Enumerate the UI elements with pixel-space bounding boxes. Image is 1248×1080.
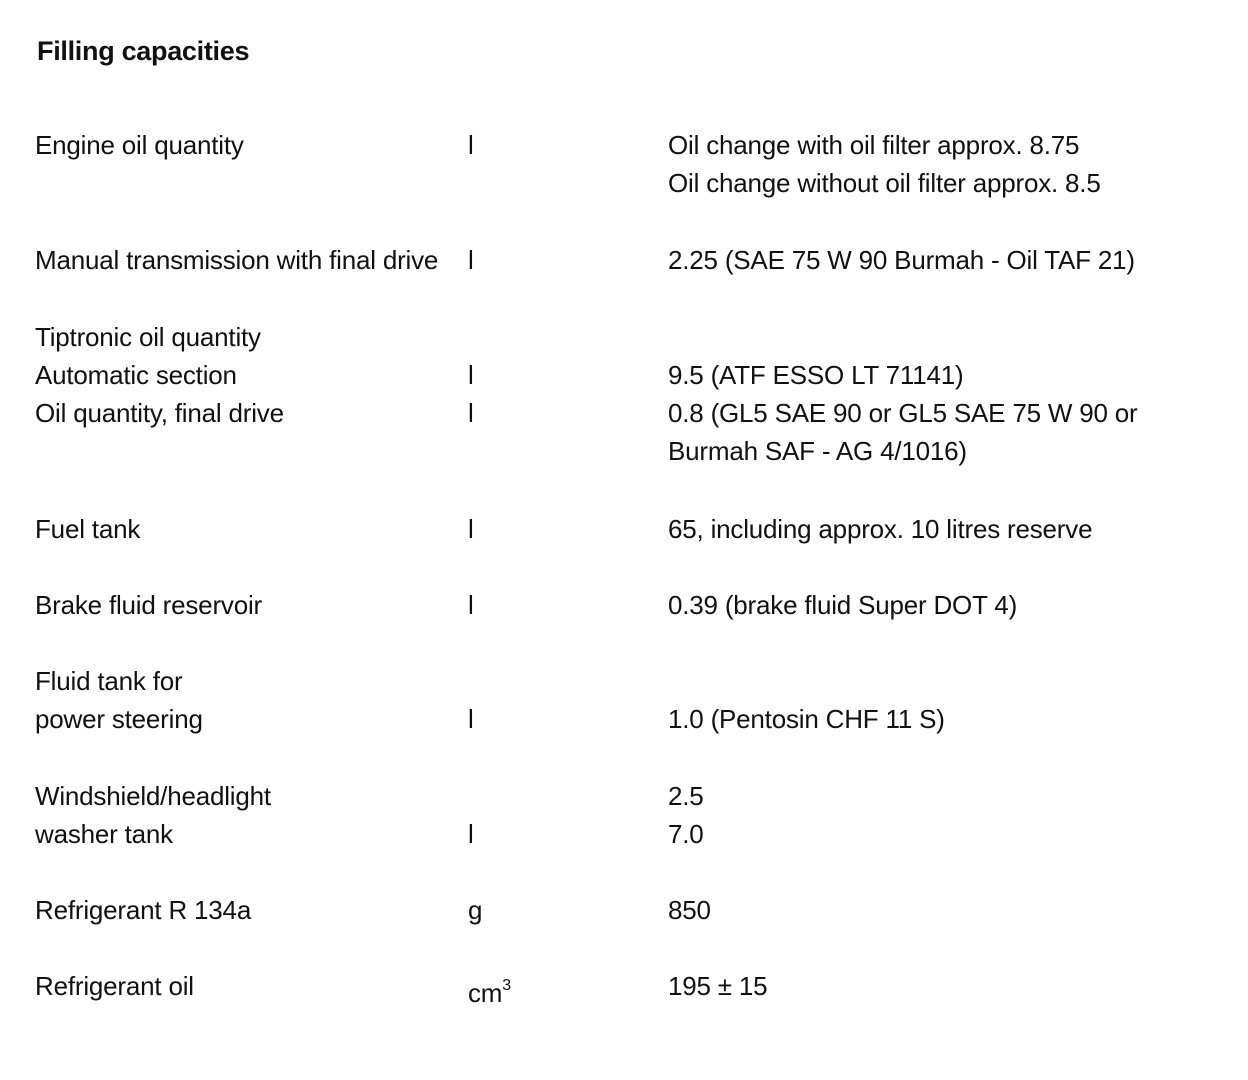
row-unit: l: [468, 245, 474, 275]
row-unit: l: [468, 130, 474, 160]
row-unit: l: [468, 514, 474, 544]
row-unit: $cm^3$: [468, 977, 511, 1008]
row-unit: g: [468, 895, 483, 925]
row-value: 195 ± 15: [668, 971, 768, 1001]
row-unit: l: [468, 704, 474, 734]
row-value: 0.39 (brake fluid Super DOT 4): [668, 590, 1018, 620]
row-label: Windshield/headlight washer tank: [35, 781, 271, 849]
row-unit: l l: [468, 360, 474, 428]
row-value: 850: [668, 895, 711, 925]
row-value: 9.5 (ATF ESSO LT 71141) 0.8 (GL5 SAE 90 or GL5 SAE 75 W 90 or Burmah SAF - AG 4/1016): [668, 360, 1138, 466]
row-value: 2.25 (SAE 75 W 90 Burmah - Oil TAF 21): [668, 245, 1135, 275]
row-value: 2.5 7.0: [668, 781, 704, 849]
row-label: Tiptronic oil quantity Automatic section Oil quantity, final drive: [35, 322, 284, 428]
row-unit: l: [468, 819, 474, 849]
page-title: Filling capacities: [37, 36, 250, 66]
row-value: 1.0 (Pentosin CHF 11 S): [668, 704, 945, 734]
row-label: Fuel tank: [35, 514, 141, 544]
row-label: Brake fluid reservoir: [35, 590, 262, 620]
row-value: Oil change with oil filter approx. 8.75 Oil change without oil filter approx. 8.5: [668, 130, 1101, 198]
row-label: Refrigerant oil: [35, 971, 194, 1001]
row-label: Fluid tank for power steering: [35, 666, 203, 734]
row-label: Refrigerant R 134a: [35, 895, 252, 925]
row-unit: l: [468, 590, 474, 620]
row-value: 65, including approx. 10 litres reserve: [668, 514, 1093, 544]
row-label: Engine oil quantity: [35, 130, 244, 160]
row-label: Manual transmission with final drive: [35, 245, 439, 275]
